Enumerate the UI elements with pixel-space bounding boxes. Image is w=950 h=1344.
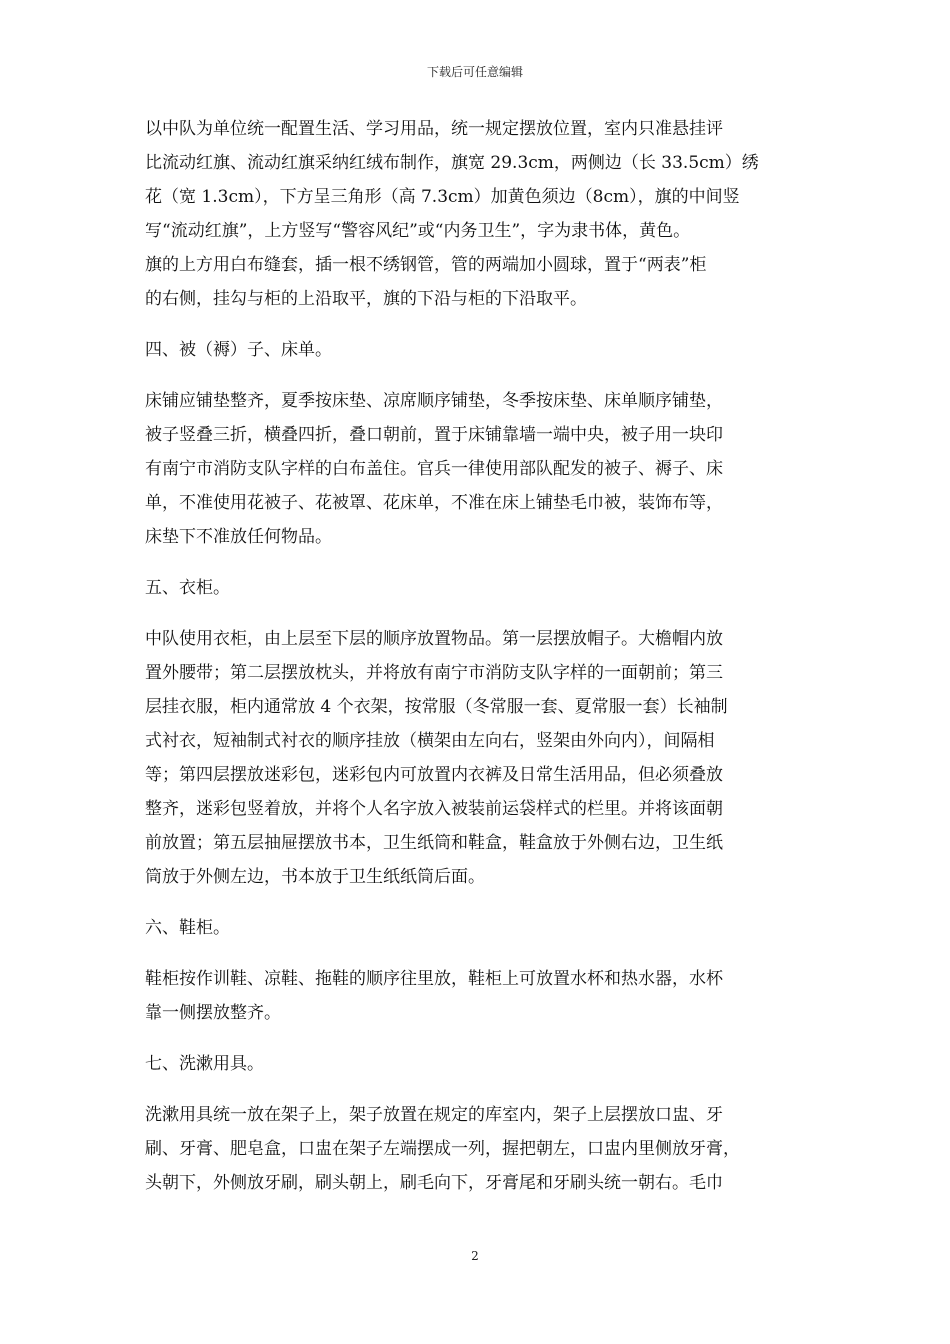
paragraph-line: 被子竖叠三折，横叠四折，叠口朝前，置于床铺靠墙一端中央，被子用一块印 [145,425,723,445]
paragraph-line: 单，不准使用花被子、花被罩、花床单，不准在床上铺垫毛巾被，装饰布等， [145,493,723,513]
paragraph-line: 靠一侧摆放整齐。 [145,1003,281,1023]
paragraph-line: 有南宁市消防支队字样的白布盖住。官兵一律使用部队配发的被子、褥子、床 [145,459,723,479]
paragraph-line: 的右侧，挂勾与柜的上沿取平，旗的下沿与柜的下沿取平。 [145,289,587,309]
section-heading: 四、被（褥）子、床单。 [145,340,332,360]
paragraph-line: 洗漱用具统一放在架子上，架子放置在规定的库室内，架子上层摆放口盅、牙 [145,1105,723,1125]
section-heading: 七、洗漱用具。 [145,1054,264,1074]
section-heading: 五、衣柜。 [145,578,230,598]
paragraph-line: 式衬衣，短袖制式衬衣的顺序挂放（横架由左向右，竖架由外向内），间隔相 [145,731,715,751]
paragraph-line: 床垫下不准放任何物品。 [145,527,332,547]
paragraph-line: 刷、牙膏、肥皂盒，口盅在架子左端摆成一列，握把朝左，口盅内里侧放牙膏， [145,1139,740,1159]
paragraph-line: 中队使用衣柜，由上层至下层的顺序放置物品。第一层摆放帽子。大檐帽内放 [145,629,723,649]
paragraph-line: 整齐，迷彩包竖着放，并将个人名字放入被装前运袋样式的栏里。并将该面朝 [145,799,723,819]
paragraph-line: 前放置；第五层抽屉摆放书本，卫生纸筒和鞋盒，鞋盒放于外侧右边，卫生纸 [145,833,723,853]
paragraph-line: 比流动红旗、流动红旗采纳红绒布制作，旗宽 29.3cm，两侧边（长 33.5cm）绣 [145,153,759,173]
paragraph [145,962,810,1030]
paragraph-line: 以中队为单位统一配置生活、学习用品，统一规定摆放位置，室内只准悬挂评 [145,119,723,139]
paragraph-line: 花（宽 1.3cm），下方呈三角形（高 7.3cm）加黄色须边（8cm），旗的中间竖 [145,187,740,207]
paragraph-line: 置外腰带；第二层摆放枕头，并将放有南宁市消防支队字样的一面朝前；第三 [145,663,723,683]
paragraph-line: 鞋柜按作训鞋、凉鞋、拖鞋的顺序往里放，鞋柜上可放置水杯和热水器，水杯 [145,969,723,989]
paragraph [145,384,810,554]
paragraph-line: 写“流动红旗”，上方竖写“警容风纪”或“内务卫生”，字为隶书体，黄色。 [145,221,691,241]
paragraph-line: 头朝下，外侧放牙刷，刷头朝上，刷毛向下，牙膏尾和牙刷头统一朝右。毛巾 [145,1173,723,1193]
document-body [145,112,810,1217]
paragraph-line: 旗的上方用白布缝套，插一根不绣钢管，管的两端加小圆球，置于“两表”柜 [145,255,707,275]
paragraph-line: 床铺应铺垫整齐，夏季按床垫、凉席顺序铺垫，冬季按床垫、床单顺序铺垫， [145,391,723,411]
paragraph [145,112,810,316]
page-header: 下载后可任意编辑 [426,65,523,79]
paragraph-line: 层挂衣服，柜内通常放 4 个衣架，按常服（冬常服一套、夏常服一套）长袖制 [145,697,728,717]
paragraph [145,1098,810,1200]
paragraph [145,622,810,894]
page-number: 2 [471,1249,479,1263]
section-heading: 六、鞋柜。 [145,918,230,938]
paragraph-line: 筒放于外侧左边，书本放于卫生纸纸筒后面。 [145,867,485,887]
paragraph-line: 等；第四层摆放迷彩包，迷彩包内可放置内衣裤及日常生活用品，但必须叠放 [145,765,723,785]
